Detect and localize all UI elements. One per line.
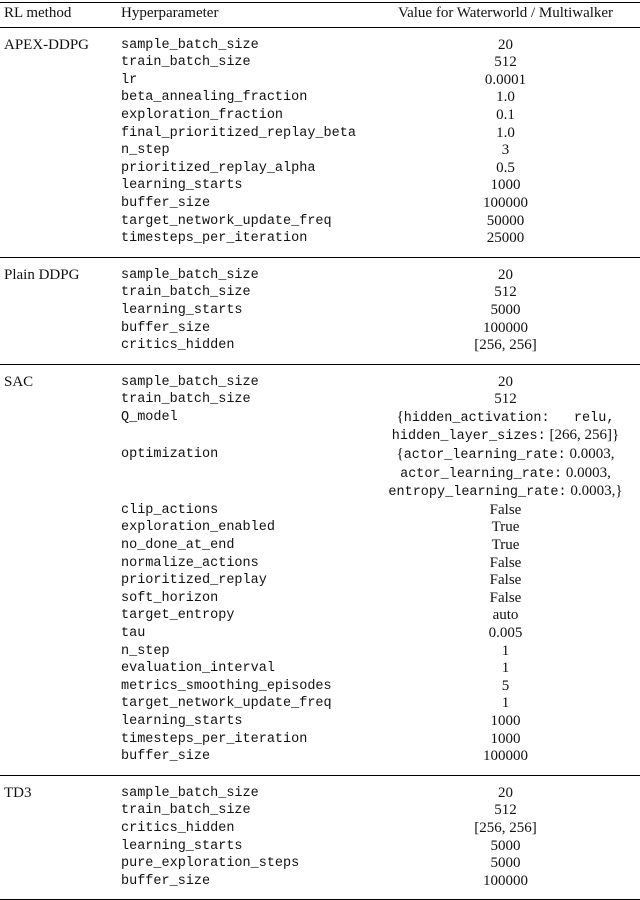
table-row xyxy=(0,713,640,731)
table-row xyxy=(0,27,640,54)
table-row xyxy=(0,678,640,696)
hyperparameter-name: prioritized_replay_alpha xyxy=(121,160,316,176)
value-line xyxy=(371,427,640,446)
hyperparameter-value xyxy=(371,409,640,446)
value-segment: hidden_layer_sizes: xyxy=(391,429,546,445)
value-segment: 0.0003,} xyxy=(566,483,623,500)
empty-cell xyxy=(0,678,121,696)
hyperparameter-name: evaluation_interval xyxy=(121,661,275,677)
empty-cell xyxy=(0,519,121,537)
empty-cell xyxy=(0,125,121,143)
value-line xyxy=(371,409,640,428)
value-segment: actor_learning_rate: xyxy=(403,448,566,464)
empty-cell xyxy=(0,643,121,661)
empty-cell xyxy=(0,337,121,364)
value-segment: 0.0003, xyxy=(565,446,615,463)
hyperparameter-name: learning_starts xyxy=(121,713,243,729)
empty-cell xyxy=(0,195,121,213)
empty-cell xyxy=(0,230,121,257)
table-row xyxy=(0,802,640,820)
table-row xyxy=(0,257,640,284)
hyperparameter-name: metrics_smoothing_episodes xyxy=(121,678,332,694)
empty-cell xyxy=(0,590,121,608)
hyperparameter-table xyxy=(0,2,640,900)
hyperparameter-value: 5000 xyxy=(490,837,521,854)
hyperparameter-name: n_step xyxy=(121,643,170,659)
table-row xyxy=(0,337,640,364)
empty-cell xyxy=(0,695,121,713)
value-segment: hidden_activation: relu, xyxy=(403,410,615,426)
hyperparameter-name: lr xyxy=(121,72,138,88)
hyperparameter-value: 512 xyxy=(494,54,517,71)
rl-method-label: TD3 xyxy=(4,784,32,801)
table-row xyxy=(0,695,640,713)
value-segment: { xyxy=(396,408,404,425)
table-row xyxy=(0,160,640,178)
hyperparameter-value xyxy=(371,446,640,502)
hyperparameter-value: auto xyxy=(492,607,519,624)
hyperparameter-name: sample_batch_size xyxy=(121,267,259,283)
empty-cell xyxy=(0,54,121,72)
hyperparameter-value: 1 xyxy=(501,660,510,677)
hyperparameter-value: False xyxy=(489,572,522,589)
hyperparameter-value: 1 xyxy=(501,642,510,659)
hyperparameter-name: learning_starts xyxy=(121,178,243,194)
hyperparameter-name: train_batch_size xyxy=(121,392,251,408)
hyperparameter-value: 20 xyxy=(498,266,513,283)
empty-cell xyxy=(0,873,121,900)
value-segment: { xyxy=(396,446,404,463)
empty-cell xyxy=(0,537,121,555)
table-row xyxy=(0,89,640,107)
empty-cell xyxy=(0,142,121,160)
hyperparameter-value: 1.0 xyxy=(496,124,515,141)
value-segment: entropy_learning_rate: xyxy=(388,485,567,501)
value-segment: 0.0003, xyxy=(562,464,611,481)
table-row xyxy=(0,855,640,873)
hyperparameter-name: train_batch_size xyxy=(121,55,251,71)
rl-method-label: Plain DDPG xyxy=(4,266,80,283)
hyperparameter-value: 1 xyxy=(501,695,510,712)
table-row xyxy=(0,731,640,749)
hyperparameter-name: sample_batch_size xyxy=(121,37,259,53)
empty-cell xyxy=(0,625,121,643)
empty-cell xyxy=(0,72,121,90)
hyperparameter-name: timesteps_per_iteration xyxy=(121,231,308,247)
hyperparameter-name: timesteps_per_iteration xyxy=(121,731,308,747)
hyperparameter-name: train_batch_size xyxy=(121,803,251,819)
table-row xyxy=(0,177,640,195)
table-row xyxy=(0,625,640,643)
hyperparameter-value: 20 xyxy=(498,784,513,801)
hyperparameter-value: 0.0001 xyxy=(484,71,527,88)
hyperparameter-name: n_step xyxy=(121,143,170,159)
table-row xyxy=(0,502,640,520)
table-row xyxy=(0,519,640,537)
empty-cell xyxy=(0,731,121,749)
hyperparameter-value: 20 xyxy=(498,36,513,53)
hyperparameter-value: 512 xyxy=(494,284,517,301)
hyperparameter-value: 0.5 xyxy=(496,159,515,176)
hyperparameter-value: 20 xyxy=(498,373,513,390)
hyperparameter-name: target_entropy xyxy=(121,608,235,624)
header-row xyxy=(0,3,640,28)
empty-cell xyxy=(0,748,121,775)
hyperparameter-value: 1000 xyxy=(490,177,521,194)
empty-cell xyxy=(0,177,121,195)
table-row xyxy=(0,284,640,302)
header-value: Value for Waterworld / Multiwalker xyxy=(371,3,640,28)
hyperparameter-name: sample_batch_size xyxy=(121,785,259,801)
hyperparameter-value: [256, 256] xyxy=(474,337,537,354)
table-row xyxy=(0,555,640,573)
hyperparameter-name: buffer_size xyxy=(121,320,211,336)
table-row xyxy=(0,590,640,608)
hyperparameter-name: optimization xyxy=(121,447,219,463)
empty-cell xyxy=(0,555,121,573)
table-row xyxy=(0,302,640,320)
hyperparameter-value: True xyxy=(491,537,520,554)
hyperparameter-name: buffer_size xyxy=(121,749,211,765)
table-row xyxy=(0,195,640,213)
empty-cell xyxy=(0,855,121,873)
hyperparameter-name: exploration_enabled xyxy=(121,520,275,536)
hyperparameter-value: 5 xyxy=(501,677,510,694)
empty-cell xyxy=(0,660,121,678)
hyperparameter-value: [256, 256] xyxy=(474,819,537,836)
hyperparameter-value: 50000 xyxy=(486,212,525,229)
table-row xyxy=(0,537,640,555)
table-row xyxy=(0,364,640,391)
header-rl-method: RL method xyxy=(0,3,121,28)
hyperparameter-name: target_network_update_freq xyxy=(121,213,332,229)
empty-cell xyxy=(0,391,121,409)
hyperparameter-name: clip_actions xyxy=(121,502,219,518)
table-row xyxy=(0,409,640,446)
hyperparameter-name: sample_batch_size xyxy=(121,374,259,390)
table-row xyxy=(0,820,640,838)
table-row xyxy=(0,213,640,231)
header-hyperparameter: Hyperparameter xyxy=(121,3,371,28)
hyperparameter-name: tau xyxy=(121,626,146,641)
hyperparameter-name: pure_exploration_steps xyxy=(121,856,300,872)
table-row xyxy=(0,125,640,143)
value-line xyxy=(371,446,640,465)
empty-cell xyxy=(0,802,121,820)
hyperparameter-name: critics_hidden xyxy=(121,338,235,354)
hyperparameter-name: learning_starts xyxy=(121,302,243,318)
table-row xyxy=(0,391,640,409)
hyperparameter-value: 3 xyxy=(501,142,510,159)
hyperparameter-value: False xyxy=(489,501,522,518)
hyperparameter-name: buffer_size xyxy=(121,873,211,889)
table-row xyxy=(0,660,640,678)
empty-cell xyxy=(0,409,121,446)
empty-cell xyxy=(0,107,121,125)
empty-cell xyxy=(0,446,121,502)
empty-cell xyxy=(0,820,121,838)
empty-cell xyxy=(0,160,121,178)
hyperparameter-name: critics_hidden xyxy=(121,820,235,836)
empty-cell xyxy=(0,502,121,520)
value-line xyxy=(371,483,640,502)
hyperparameter-value: 512 xyxy=(494,391,517,408)
hyperparameter-value: 100000 xyxy=(483,872,528,889)
table-row xyxy=(0,54,640,72)
value-line xyxy=(371,465,640,484)
table-row xyxy=(0,320,640,338)
empty-cell xyxy=(0,213,121,231)
hyperparameter-name: beta_annealing_fraction xyxy=(121,90,308,106)
hyperparameter-value: 5000 xyxy=(490,855,521,872)
hyperparameter-name: train_batch_size xyxy=(121,285,251,301)
hyperparameter-name: prioritized_replay xyxy=(121,573,267,589)
value-segment: actor_learning_rate: xyxy=(400,466,563,482)
hyperparameter-name: Q_model xyxy=(121,409,178,425)
hyperparameter-value: 512 xyxy=(494,802,517,819)
hyperparameter-value: True xyxy=(491,519,520,536)
table-row xyxy=(0,643,640,661)
table-row xyxy=(0,572,640,590)
hyperparameter-value: 1000 xyxy=(490,712,521,729)
empty-cell xyxy=(0,320,121,338)
hyperparameter-value: False xyxy=(489,589,522,606)
table-row xyxy=(0,838,640,856)
rl-method-label: SAC xyxy=(4,373,34,390)
hyperparameter-name: soft_horizon xyxy=(121,590,219,606)
empty-cell xyxy=(0,713,121,731)
hyperparameter-value: 100000 xyxy=(483,194,528,211)
hyperparameter-name: no_done_at_end xyxy=(121,538,235,554)
table-row xyxy=(0,446,640,502)
table-row xyxy=(0,873,640,900)
hyperparameter-value: 100000 xyxy=(483,748,528,765)
table-row xyxy=(0,748,640,775)
hyperparameter-name: exploration_fraction xyxy=(121,107,284,123)
empty-cell xyxy=(0,302,121,320)
hyperparameter-name: final_prioritized_replay_beta xyxy=(121,125,356,141)
hyperparameter-value: 5000 xyxy=(490,301,521,318)
hyperparameter-name: learning_starts xyxy=(121,838,243,854)
table-row xyxy=(0,107,640,125)
hyperparameter-value: 1.0 xyxy=(496,89,515,106)
value-segment: [266, 256]} xyxy=(545,427,620,444)
empty-cell xyxy=(0,607,121,625)
table-row xyxy=(0,607,640,625)
empty-cell xyxy=(0,89,121,107)
hyperparameter-value: 100000 xyxy=(483,319,528,336)
empty-cell xyxy=(0,838,121,856)
hyperparameter-value: False xyxy=(489,554,522,571)
hyperparameter-value: 0.1 xyxy=(496,106,515,123)
hyperparameter-value: 25000 xyxy=(486,230,525,247)
empty-cell xyxy=(0,284,121,302)
hyperparameter-name: target_network_update_freq xyxy=(121,696,332,712)
table-row xyxy=(0,142,640,160)
rl-method-label: APEX-DDPG xyxy=(4,36,90,53)
empty-cell xyxy=(0,572,121,590)
hyperparameter-value: 1000 xyxy=(490,730,521,747)
hyperparameter-name: buffer_size xyxy=(121,195,211,211)
hyperparameter-value: 0.005 xyxy=(488,625,523,641)
table-row xyxy=(0,72,640,90)
hyperparameter-name: normalize_actions xyxy=(121,555,259,571)
table-row xyxy=(0,230,640,257)
table-row xyxy=(0,775,640,802)
